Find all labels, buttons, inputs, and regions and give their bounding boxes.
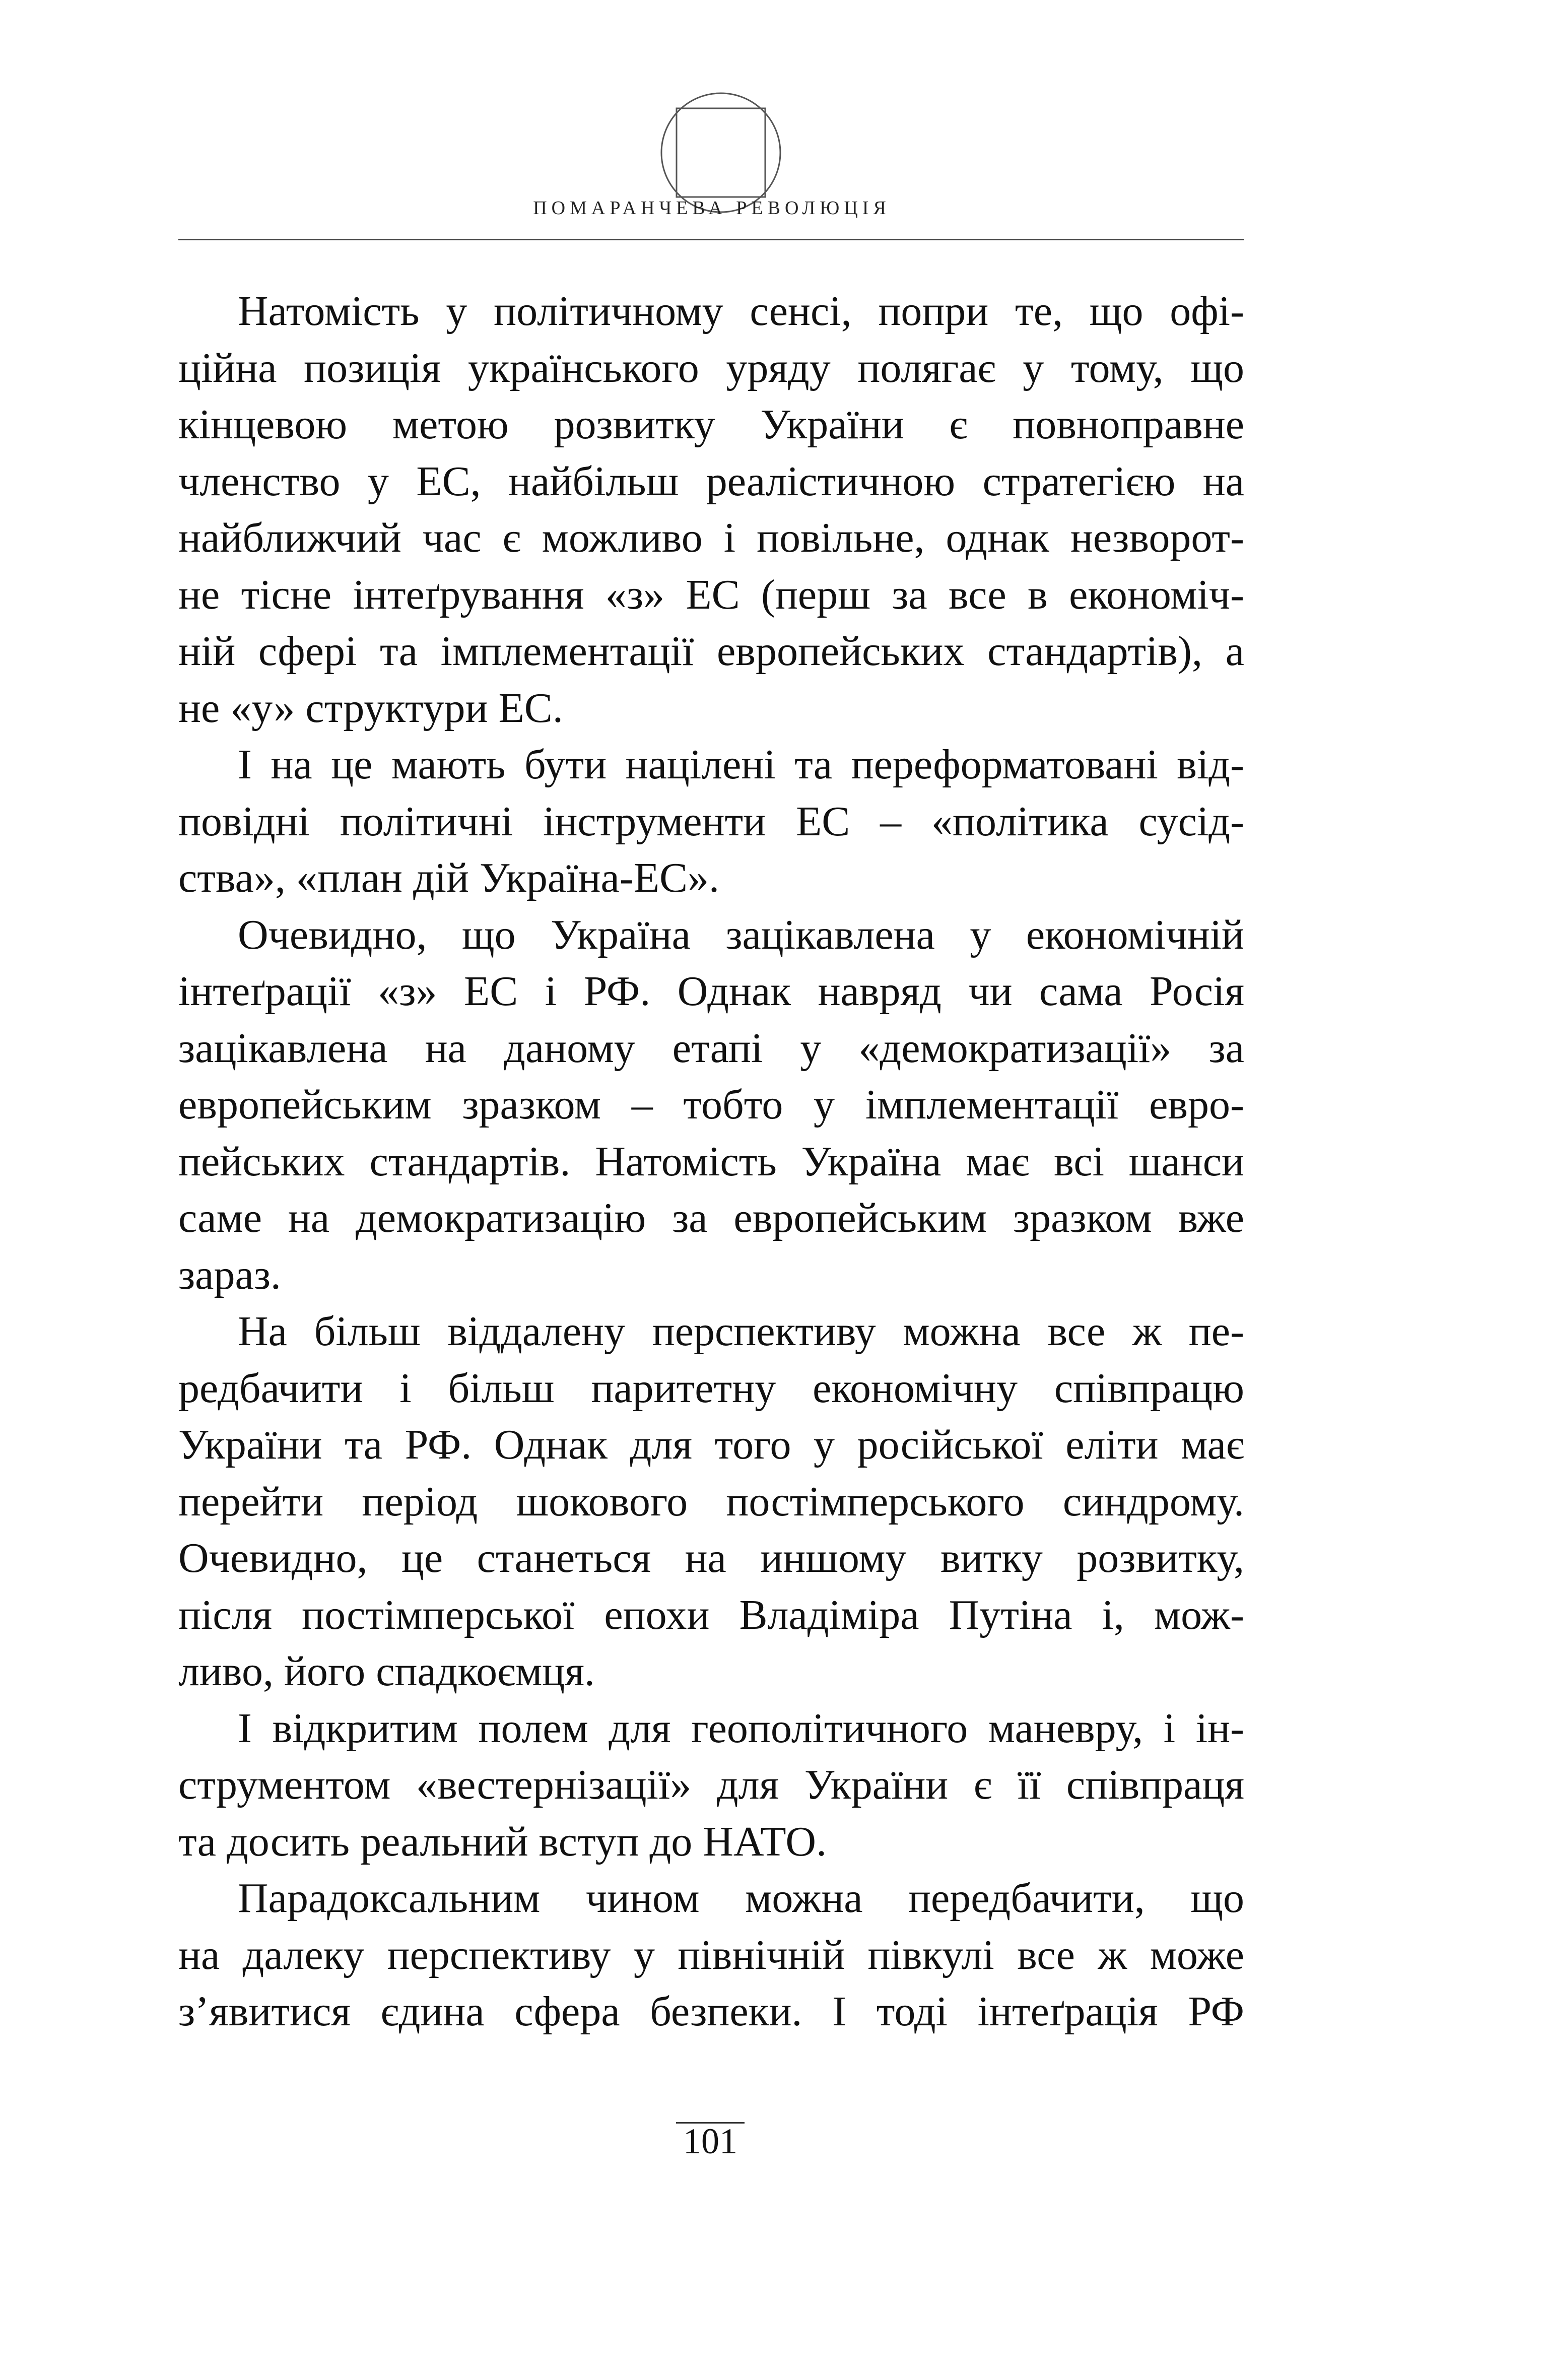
text-line: повідні політичні інструменти ЕС – «політика сусід- — [178, 798, 1244, 845]
text-line: Парадоксальним чином можна передбачити, що — [238, 1875, 1244, 1922]
text-line: після постімперської епохи Владіміра Путіна і, мож- — [178, 1591, 1244, 1638]
text-line: на далеку перспективу у північній півкулі все ж може — [178, 1931, 1244, 1978]
paragraph — [178, 1870, 1244, 2040]
text-line: европейським зразком – тобто у імплементації евро- — [178, 1081, 1244, 1128]
text-line: Очевидно, що Україна зацікавлена у економічній — [238, 911, 1244, 958]
text-line: Натомість у політичному сенсі, попри те, що офі- — [238, 288, 1244, 335]
text-line: ній сфері та імплементації европейських стандартів), а — [178, 628, 1244, 675]
text-line: пейських стандартів. Натомість Україна має всі шанси — [178, 1138, 1244, 1185]
text-line: членство у ЕС, найбільш реалістичною стратегією на — [178, 457, 1244, 505]
text-line: На більш віддалену перспективу можна все ж пе- — [238, 1308, 1244, 1355]
text-line: не тісне інтеґрування «з» ЕС (перш за все в економіч- — [178, 571, 1244, 618]
paragraph — [178, 1700, 1244, 1871]
text-line: струментом «вестернізації» для України є її співпраця — [178, 1761, 1244, 1808]
text-line: І на це мають бути націлені та переформатовані від- — [238, 741, 1244, 788]
text-line: з’явитися єдина сфера безпеки. І тоді інтеґрація РФ — [178, 1988, 1244, 2035]
paragraph — [178, 907, 1244, 1304]
text-line: перейти період шокового постімперського синдрому. — [178, 1478, 1244, 1525]
text-line: зараз. — [178, 1251, 281, 1298]
text-line: України та РФ. Однак для того у російської еліти має — [178, 1421, 1244, 1468]
text-line: інтеґрації «з» ЕС і РФ. Однак навряд чи сама Росія — [178, 968, 1244, 1015]
paragraph — [178, 283, 1244, 737]
text-line: І відкритим полем для геополітичного маневру, і ін- — [238, 1704, 1244, 1752]
text-line: Очевидно, це станеться на иншому витку розвитку, — [178, 1535, 1244, 1581]
text-line: не «у» структури ЕС. — [178, 684, 563, 732]
paragraph — [178, 737, 1244, 907]
body-text — [178, 283, 1244, 2040]
text-line: саме на демократизацію за европейським зразком вже — [178, 1195, 1244, 1241]
text-line: ства», «план дій Україна-ЕС». — [178, 854, 720, 901]
text-line: редбачити і більш паритетну економічну співпрацю — [178, 1364, 1244, 1412]
running-header: ПОМАРАНЧЕВА РЕВОЛЮЦІЯ — [533, 197, 891, 219]
text-line: та досить реальний вступ до НАТО. — [178, 1818, 827, 1865]
header-divider — [178, 239, 1244, 240]
paragraph — [178, 1303, 1244, 1700]
text-line: ційна позиція українського уряду полягає у тому, що — [178, 344, 1244, 391]
text-line: ливо, його спадкоємця. — [178, 1648, 595, 1695]
page-number: 101 — [683, 2121, 737, 2161]
text-line: зацікавлена на даному етапі у «демократизації» за — [178, 1024, 1244, 1072]
text-line: найближчий час є можливо і повільне, однак незворот- — [178, 514, 1244, 561]
text-line: кінцевою метою розвитку України є повноправне — [178, 401, 1244, 448]
